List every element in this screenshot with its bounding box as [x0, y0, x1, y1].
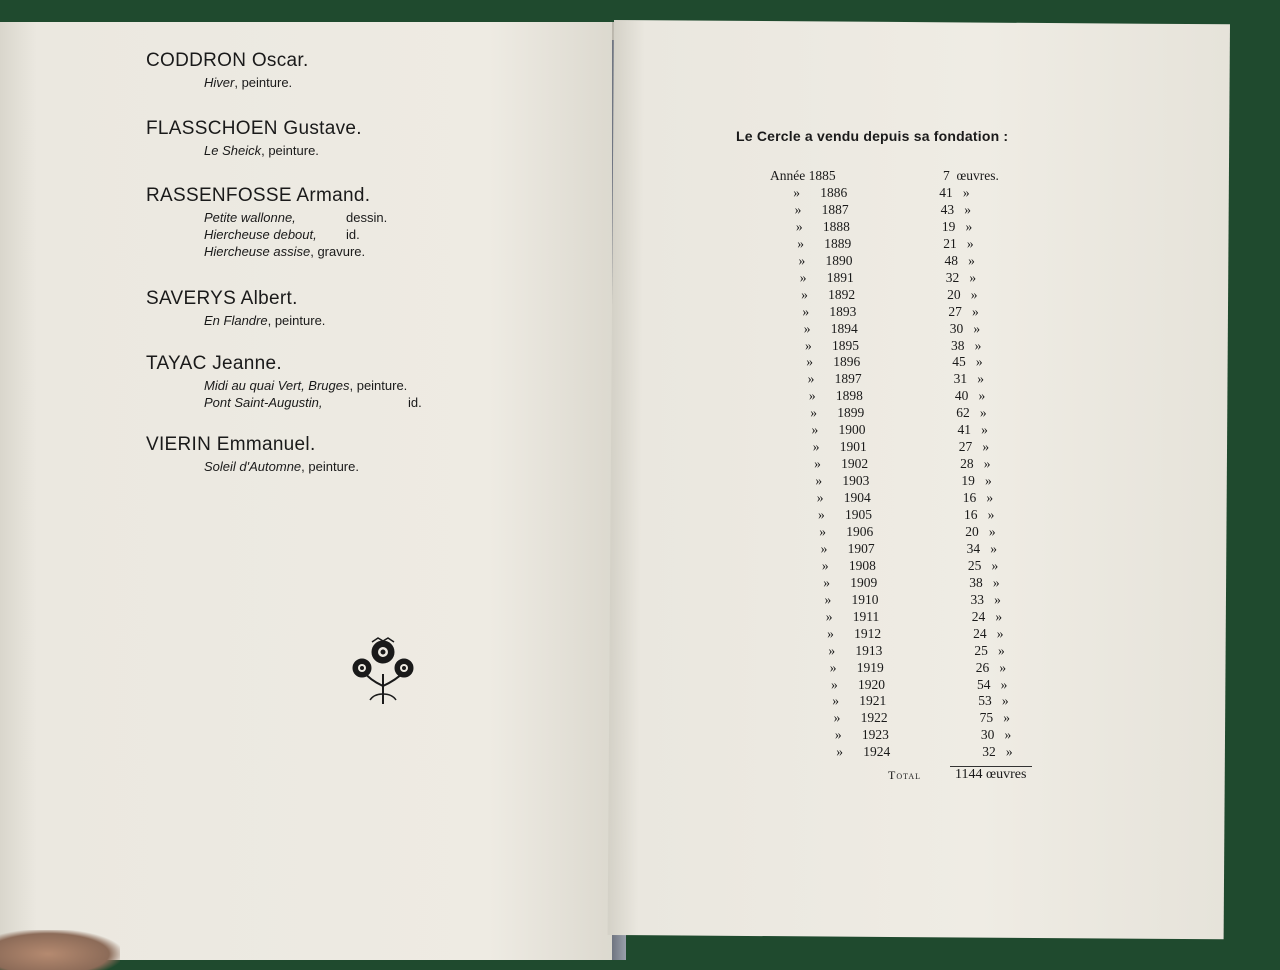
artwork-line: [204, 243, 370, 260]
sale-count: 48 »: [944, 252, 975, 268]
artist-name: RASSENFOSSE Armand.: [146, 185, 371, 206]
artwork-technique: id.: [346, 227, 360, 242]
sale-year: » 1924: [836, 744, 891, 760]
artist-name: CODDRON Oscar.: [146, 50, 309, 71]
sale-count: 19 »: [961, 473, 992, 489]
sale-year: » 1910: [824, 591, 879, 607]
artwork-title: Hiercheuse assise: [204, 244, 311, 259]
artist-name: TAYAC Jeanne.: [146, 353, 282, 374]
sale-year: » 1893: [802, 303, 857, 319]
sale-year: » 1898: [808, 388, 863, 404]
sale-year: » 1886: [793, 184, 848, 200]
sale-year: » 1896: [806, 354, 861, 370]
sale-count: 30 »: [980, 727, 1012, 743]
artwork-technique: , peinture.: [349, 378, 408, 393]
artist-entry: [146, 50, 309, 91]
sale-count: 34 »: [966, 540, 997, 556]
sale-year: » 1902: [814, 456, 869, 472]
sale-year: » 1912: [827, 625, 882, 641]
sale-year: » 1908: [821, 557, 876, 573]
sale-year: » 1911: [825, 608, 880, 624]
sale-year: » 1909: [823, 574, 878, 590]
artwork-title: En Flandre: [204, 313, 268, 328]
sale-count: 24 »: [973, 625, 1004, 641]
artwork-line: [204, 142, 362, 159]
artwork-title: Soleil d'Automne: [204, 459, 302, 474]
sale-year: » 1895: [805, 337, 859, 353]
sales-heading: Le Cercle a vendu depuis sa fondation :: [736, 128, 1009, 144]
sale-count: 19 »: [941, 218, 973, 234]
artwork-technique: , peinture.: [261, 143, 319, 158]
artwork-line: [204, 74, 309, 91]
artwork-technique: , peinture.: [301, 459, 359, 474]
sale-year: » 1920: [831, 676, 885, 692]
sale-year: » 1919: [829, 659, 884, 675]
sale-count: 16 »: [964, 507, 995, 522]
artwork-line: [204, 377, 407, 394]
sale-year: » 1907: [820, 540, 875, 556]
sale-count: 20 »: [947, 286, 978, 302]
artist-name: VIERIN Emmanuel.: [146, 434, 316, 455]
artwork-line: [204, 226, 370, 243]
flower-bouquet-icon: [348, 634, 418, 706]
artwork-technique: , peinture.: [234, 75, 293, 90]
sale-year: » 1922: [833, 710, 888, 726]
sale-year: » 1904: [816, 490, 871, 506]
sale-count: 62 »: [956, 405, 987, 421]
sale-year: » 1903: [815, 473, 870, 489]
artwork-title: Midi au quai Vert, Bruges: [204, 378, 350, 393]
artwork-title: Hiercheuse debout,: [204, 227, 317, 242]
sale-count: 40 »: [954, 388, 986, 404]
artist-entry: [146, 118, 362, 159]
sale-count: 32 »: [982, 744, 1013, 760]
sale-count: 30 »: [949, 320, 981, 336]
sale-count: 41 »: [939, 184, 970, 200]
sale-year: » 1894: [803, 320, 858, 336]
sale-count: 16 »: [962, 490, 994, 506]
sale-count: 41 »: [957, 422, 988, 438]
artwork-technique: , peinture.: [267, 313, 326, 328]
artist-entry: [146, 434, 359, 475]
artist-entry: [146, 353, 422, 411]
sale-year: » 1892: [801, 286, 856, 302]
artwork-technique: , gravure.: [310, 244, 366, 259]
sale-year: » 1890: [798, 252, 853, 268]
sale-count: 53 »: [978, 693, 1009, 709]
sale-count: 27 »: [958, 439, 990, 455]
total-label: Total: [888, 768, 922, 783]
sale-year: » 1891: [799, 269, 854, 285]
sale-count: 28 »: [960, 456, 991, 472]
artwork-line: [204, 209, 388, 226]
sale-count: 21 »: [943, 235, 974, 251]
sale-year: » 1921: [832, 693, 887, 709]
artwork-line: [204, 458, 359, 475]
sale-year: » 1889: [797, 235, 852, 251]
total-value: 1144 œuvres: [955, 767, 1027, 783]
artist-name: FLASSCHOEN Gustave.: [146, 118, 362, 139]
sale-year: Année 1885: [770, 168, 836, 183]
sale-year: » 1906: [819, 523, 874, 539]
sale-count: 25 »: [967, 557, 999, 573]
sale-count: 7 œuvres.: [943, 168, 999, 183]
sale-count: 38 »: [969, 574, 1000, 590]
artwork-title: Hiver: [204, 75, 235, 90]
sale-year: » 1923: [834, 727, 889, 743]
sales-table: [760, 166, 1060, 806]
sale-count: 24 »: [971, 608, 1003, 624]
sale-count: 33 »: [970, 591, 1001, 607]
artwork-line: [204, 394, 422, 411]
artwork-line: [204, 312, 325, 329]
artwork-title: Pont Saint-Augustin,: [204, 395, 323, 410]
sale-year: » 1897: [807, 371, 862, 387]
artwork-title: Le Sheick: [204, 143, 262, 158]
sale-year: » 1899: [810, 405, 865, 421]
sale-count: 54 »: [977, 676, 1008, 692]
sale-count: 38 »: [951, 337, 982, 353]
sale-count: 43 »: [940, 201, 971, 217]
sale-count: 75 »: [979, 710, 1010, 726]
sale-year: » 1905: [818, 507, 872, 522]
left-page: [0, 22, 614, 960]
thumb-shadow: [0, 930, 120, 970]
sale-year: » 1888: [795, 218, 850, 234]
sale-year: » 1887: [794, 201, 849, 217]
sale-count: 26 »: [975, 659, 1007, 675]
sale-year: » 1901: [812, 439, 867, 455]
sale-year: » 1900: [811, 422, 866, 438]
sale-count: 31 »: [953, 371, 984, 387]
sale-count: 20 »: [965, 523, 996, 539]
artist-name: SAVERYS Albert.: [146, 288, 298, 309]
artwork-title: Petite wallonne,: [204, 210, 296, 225]
artist-entry: [146, 185, 388, 260]
sale-count: 45 »: [952, 354, 983, 370]
sale-count: 32 »: [945, 269, 977, 285]
artwork-technique: dessin.: [346, 210, 388, 225]
sale-year: » 1913: [828, 642, 883, 658]
sale-count: 27 »: [948, 303, 979, 319]
artwork-technique: id.: [408, 395, 422, 410]
sale-count: 25 »: [974, 642, 1005, 658]
artist-entry: [146, 288, 325, 329]
